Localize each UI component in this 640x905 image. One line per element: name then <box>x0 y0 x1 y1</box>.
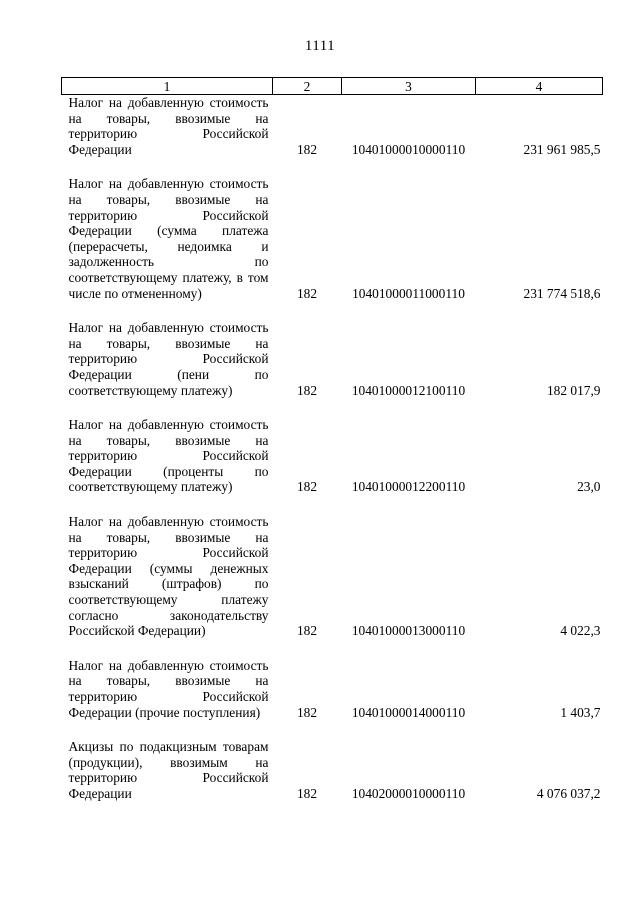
row-budget-code: 10401000010000110 <box>351 141 466 157</box>
row-admin-code: 182 <box>296 785 318 801</box>
row-spacer <box>62 157 603 176</box>
row-name: Налог на добавленную стоимость на товары, ввозимые на территорию Российской Федерации (прочие поступления) <box>68 657 269 720</box>
row-admin-code: 182 <box>296 623 318 639</box>
row-budget-code: 10401000011000110 <box>352 285 465 301</box>
table-header-row <box>62 78 603 95</box>
row-spacer <box>62 301 603 320</box>
row-spacer <box>62 720 603 739</box>
row-amount: 231 961 985,5 <box>523 141 601 157</box>
table-row <box>62 417 603 495</box>
row-spacer <box>62 398 603 417</box>
table-row <box>62 658 603 720</box>
row-budget-code: 10401000013000110 <box>351 623 466 639</box>
row-spacer <box>62 495 603 514</box>
table-row <box>62 739 603 801</box>
row-name: Налог на добавленную стоимость на товары, ввозимые на территорию Российской Федерации (суммы денежных взысканий (штрафов) по соответствующему платежу согласно законодательству Российской Федерации) <box>68 514 269 639</box>
row-name-cell <box>62 658 273 720</box>
row-amount: 4 022,3 <box>560 623 601 639</box>
column-header-1: 1 <box>62 78 273 95</box>
row-budget-code: 10402000010000110 <box>351 785 466 801</box>
page-number: 1111 <box>304 38 336 54</box>
row-amount: 182 017,9 <box>546 382 601 398</box>
row-name-cell <box>62 417 273 495</box>
row-amount: 23,0 <box>577 479 601 495</box>
row-amount: 231 774 518,6 <box>523 285 601 301</box>
row-name-cell <box>62 176 273 301</box>
row-name-cell <box>62 320 273 398</box>
row-name: Акцизы по подакцизным товарам (продукции), ввозимым на территорию Российской Федерации <box>68 739 269 801</box>
row-spacer <box>62 639 603 658</box>
row-name-cell <box>62 95 273 158</box>
column-header-4: 4 <box>476 78 603 95</box>
row-name-cell <box>62 514 273 639</box>
table-row <box>62 514 603 639</box>
row-name-cell <box>62 739 273 801</box>
row-admin-code: 182 <box>296 704 318 720</box>
row-admin-code: 182 <box>296 285 318 301</box>
row-name: Налог на добавленную стоимость на товары, ввозимые на территорию Российской Федерации (сумма платежа (перерасчеты, недоимка и задолженность по соответствующему платежу, в том числе по отмененному) <box>68 176 269 301</box>
row-amount: 1 403,7 <box>560 704 601 720</box>
row-admin-code: 182 <box>296 382 318 398</box>
row-amount: 4 076 037,2 <box>536 785 601 801</box>
row-name: Налог на добавленную стоимость на товары, ввозимые на территорию Российской Федерации (проценты по соответствующему платежу) <box>68 417 269 495</box>
table-row <box>62 176 603 301</box>
row-name: Налог на добавленную стоимость на товары, ввозимые на территорию Российской Федерации <box>68 95 269 157</box>
budget-table <box>61 77 603 802</box>
row-admin-code: 182 <box>296 479 318 495</box>
row-name: Налог на добавленную стоимость на товары, ввозимые на территорию Российской Федерации (пени по соответствующему платежу) <box>68 320 269 398</box>
row-budget-code: 10401000014000110 <box>351 704 466 720</box>
column-header-2: 2 <box>273 78 342 95</box>
column-header-3: 3 <box>342 78 476 95</box>
table-row <box>62 95 603 158</box>
row-budget-code: 10401000012200110 <box>351 479 466 495</box>
table-row <box>62 320 603 398</box>
row-admin-code: 182 <box>296 141 318 157</box>
row-budget-code: 10401000012100110 <box>351 382 466 398</box>
